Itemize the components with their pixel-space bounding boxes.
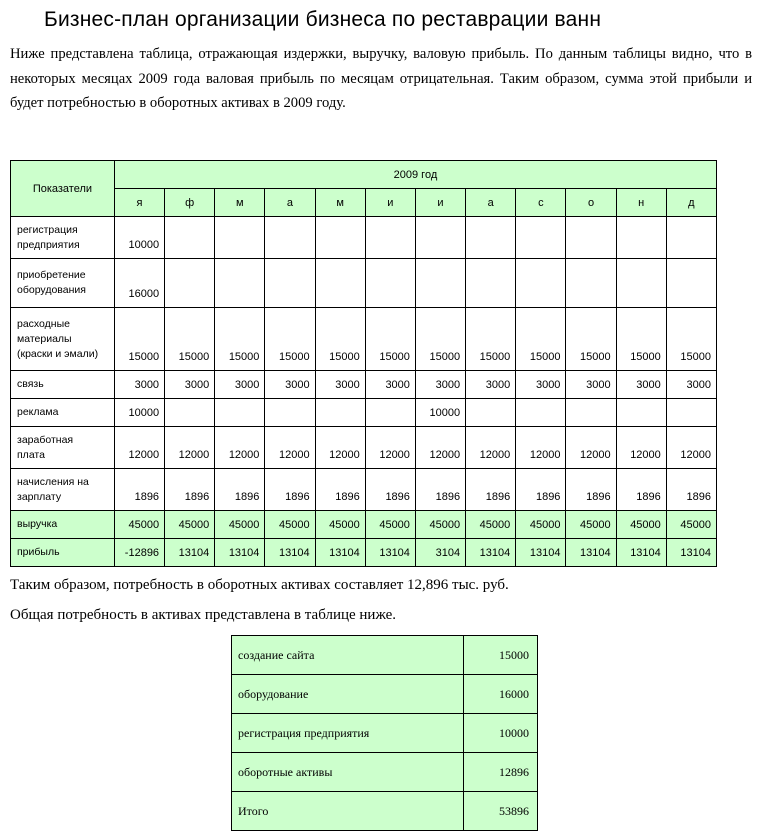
- row-label-line: зарплату: [17, 490, 62, 503]
- value-cell: 15000: [265, 308, 315, 371]
- value-cell: 45000: [165, 511, 215, 539]
- value-cell: 12000: [114, 427, 164, 469]
- row-label: [11, 469, 115, 511]
- value-cell: 13104: [666, 539, 716, 567]
- value-cell: [666, 259, 716, 308]
- row-label-line: регистрация: [17, 223, 78, 236]
- value-cell: 45000: [666, 511, 716, 539]
- value-cell: 10000: [114, 399, 164, 427]
- header-year: 2009 год: [114, 161, 716, 189]
- value-cell: 3000: [415, 371, 465, 399]
- value-cell: 3000: [616, 371, 666, 399]
- month-header: и: [365, 189, 415, 217]
- value-cell: [215, 399, 265, 427]
- summary-table: [231, 635, 538, 831]
- summary-value: 15000: [464, 636, 538, 675]
- summary-label: регистрация предприятия: [232, 714, 464, 753]
- row-label: [11, 539, 115, 567]
- value-cell: 45000: [566, 511, 616, 539]
- value-cell: 1896: [566, 469, 616, 511]
- value-cell: 1896: [365, 469, 415, 511]
- value-cell: [265, 259, 315, 308]
- row-label: [11, 259, 115, 308]
- working-capital-note: Таким образом, потребность в оборотных активах составляет 12,896 тыс. руб.: [10, 577, 509, 593]
- value-cell: 1896: [165, 469, 215, 511]
- value-cell: [415, 217, 465, 259]
- value-cell: 3000: [315, 371, 365, 399]
- value-cell: 15000: [165, 308, 215, 371]
- value-cell: -12896: [114, 539, 164, 567]
- value-cell: 12000: [616, 427, 666, 469]
- value-cell: 45000: [114, 511, 164, 539]
- month-header: н: [616, 189, 666, 217]
- summary-row: [232, 792, 538, 831]
- summary-value: 10000: [464, 714, 538, 753]
- summary-label: оборотные активы: [232, 753, 464, 792]
- table-row: [11, 308, 717, 371]
- value-cell: 3000: [516, 371, 566, 399]
- header-indicators: Показатели: [11, 161, 115, 217]
- value-cell: [566, 217, 616, 259]
- table-row: [11, 539, 717, 567]
- value-cell: [365, 217, 415, 259]
- value-cell: 15000: [666, 308, 716, 371]
- value-cell: [365, 259, 415, 308]
- value-cell: 3000: [365, 371, 415, 399]
- row-label-line: предприятия: [17, 238, 80, 251]
- value-cell: [516, 259, 566, 308]
- value-cell: 1896: [415, 469, 465, 511]
- value-cell: 3000: [265, 371, 315, 399]
- row-label-line: (краски и эмали): [17, 347, 99, 360]
- value-cell: 1896: [265, 469, 315, 511]
- value-cell: 13104: [616, 539, 666, 567]
- table-row: [11, 511, 717, 539]
- value-cell: [466, 217, 516, 259]
- summary-value: 12896: [464, 753, 538, 792]
- value-cell: [616, 399, 666, 427]
- value-cell: 1896: [666, 469, 716, 511]
- value-cell: 3000: [566, 371, 616, 399]
- value-cell: 15000: [616, 308, 666, 371]
- page-title: Бизнес-план организации бизнеса по реставрации ванн: [44, 8, 602, 31]
- table-row: [11, 427, 717, 469]
- value-cell: 15000: [566, 308, 616, 371]
- value-cell: 10000: [415, 399, 465, 427]
- value-cell: [315, 259, 365, 308]
- value-cell: [365, 399, 415, 427]
- value-cell: 12000: [415, 427, 465, 469]
- row-label-line: расходные: [17, 317, 70, 330]
- value-cell: [315, 217, 365, 259]
- value-cell: 45000: [466, 511, 516, 539]
- value-cell: 15000: [365, 308, 415, 371]
- value-cell: 1896: [516, 469, 566, 511]
- value-cell: [315, 399, 365, 427]
- value-cell: 12000: [516, 427, 566, 469]
- row-label-line: приобретение: [17, 269, 86, 281]
- value-cell: [516, 217, 566, 259]
- month-header: а: [265, 189, 315, 217]
- value-cell: 13104: [516, 539, 566, 567]
- value-cell: 12000: [265, 427, 315, 469]
- value-cell: 15000: [114, 308, 164, 371]
- value-cell: 3000: [466, 371, 516, 399]
- value-cell: 13104: [566, 539, 616, 567]
- value-cell: 15000: [516, 308, 566, 371]
- value-cell: 12000: [215, 427, 265, 469]
- row-label-line: связь: [17, 378, 44, 390]
- summary-intro: Общая потребность в активах представлена в таблице ниже.: [10, 607, 397, 623]
- value-cell: [415, 259, 465, 308]
- row-label-line: плата: [17, 448, 45, 461]
- row-label-line: начисления на: [17, 475, 89, 488]
- value-cell: 45000: [616, 511, 666, 539]
- row-label: [11, 217, 115, 259]
- value-cell: 12000: [666, 427, 716, 469]
- row-label: [11, 427, 115, 469]
- value-cell: 1896: [466, 469, 516, 511]
- summary-value: 16000: [464, 675, 538, 714]
- summary-row: [232, 675, 538, 714]
- row-label-line: заработная: [17, 433, 74, 446]
- value-cell: 3000: [215, 371, 265, 399]
- value-cell: [616, 259, 666, 308]
- value-cell: [165, 217, 215, 259]
- summary-label: оборудование: [232, 675, 464, 714]
- value-cell: 3000: [666, 371, 716, 399]
- row-label: [11, 371, 115, 399]
- value-cell: 12000: [566, 427, 616, 469]
- value-cell: 1896: [616, 469, 666, 511]
- value-cell: 12000: [315, 427, 365, 469]
- value-cell: 12000: [365, 427, 415, 469]
- value-cell: 45000: [315, 511, 365, 539]
- value-cell: [165, 399, 215, 427]
- value-cell: 45000: [516, 511, 566, 539]
- row-label: [11, 308, 115, 371]
- summary-row: [232, 714, 538, 753]
- summary-value: 53896: [464, 792, 538, 831]
- value-cell: 1896: [114, 469, 164, 511]
- row-label: [11, 511, 115, 539]
- value-cell: 10000: [114, 217, 164, 259]
- value-cell: [666, 217, 716, 259]
- month-header: д: [666, 189, 716, 217]
- row-label-line: прибыль: [17, 546, 60, 558]
- value-cell: 1896: [215, 469, 265, 511]
- month-header: я: [114, 189, 164, 217]
- table-row: [11, 469, 717, 511]
- value-cell: 3000: [165, 371, 215, 399]
- table-row: [11, 259, 717, 308]
- row-label-line: материалы: [17, 332, 72, 345]
- value-cell: 13104: [215, 539, 265, 567]
- summary-row: [232, 636, 538, 675]
- value-cell: 3000: [114, 371, 164, 399]
- value-cell: 3104: [415, 539, 465, 567]
- summary-label: Итого: [232, 792, 464, 831]
- value-cell: [265, 399, 315, 427]
- month-header: о: [566, 189, 616, 217]
- month-header: с: [516, 189, 566, 217]
- value-cell: 12000: [165, 427, 215, 469]
- value-cell: 12000: [466, 427, 516, 469]
- table-row: [11, 217, 717, 259]
- value-cell: [616, 217, 666, 259]
- row-label-line: реклама: [17, 406, 59, 418]
- value-cell: 13104: [466, 539, 516, 567]
- row-label-line: выручка: [17, 518, 58, 530]
- value-cell: 13104: [315, 539, 365, 567]
- value-cell: 45000: [215, 511, 265, 539]
- value-cell: 13104: [365, 539, 415, 567]
- value-cell: [165, 259, 215, 308]
- summary-row: [232, 753, 538, 792]
- month-header: ф: [165, 189, 215, 217]
- table-row: [11, 399, 717, 427]
- expenses-table: [10, 160, 717, 567]
- value-cell: [666, 399, 716, 427]
- value-cell: 15000: [415, 308, 465, 371]
- month-header: м: [315, 189, 365, 217]
- value-cell: 15000: [466, 308, 516, 371]
- row-label-line: оборудования: [17, 284, 86, 296]
- summary-label: создание сайта: [232, 636, 464, 675]
- value-cell: [466, 259, 516, 308]
- value-cell: [566, 259, 616, 308]
- value-cell: [215, 217, 265, 259]
- value-cell: [516, 399, 566, 427]
- month-header: м: [215, 189, 265, 217]
- value-cell: 45000: [365, 511, 415, 539]
- value-cell: 16000: [114, 259, 164, 308]
- value-cell: 15000: [215, 308, 265, 371]
- month-header: и: [415, 189, 465, 217]
- row-label: [11, 399, 115, 427]
- value-cell: [265, 217, 315, 259]
- value-cell: 15000: [315, 308, 365, 371]
- month-header: а: [466, 189, 516, 217]
- intro-paragraph: Ниже представлена таблица, отражающая издержки, выручку, валовую прибыль. По данным таблицы видно, что в некоторых месяцах 2009 года валовая прибыль по месяцам отрицательная. Таким образом, сумма этой прибыли и будет потребностью в оборотных активах в 2009 году.: [10, 46, 752, 111]
- value-cell: [566, 399, 616, 427]
- value-cell: [215, 259, 265, 308]
- value-cell: 45000: [415, 511, 465, 539]
- value-cell: 45000: [265, 511, 315, 539]
- value-cell: 13104: [265, 539, 315, 567]
- value-cell: 13104: [165, 539, 215, 567]
- value-cell: 1896: [315, 469, 365, 511]
- table-row: [11, 371, 717, 399]
- value-cell: [466, 399, 516, 427]
